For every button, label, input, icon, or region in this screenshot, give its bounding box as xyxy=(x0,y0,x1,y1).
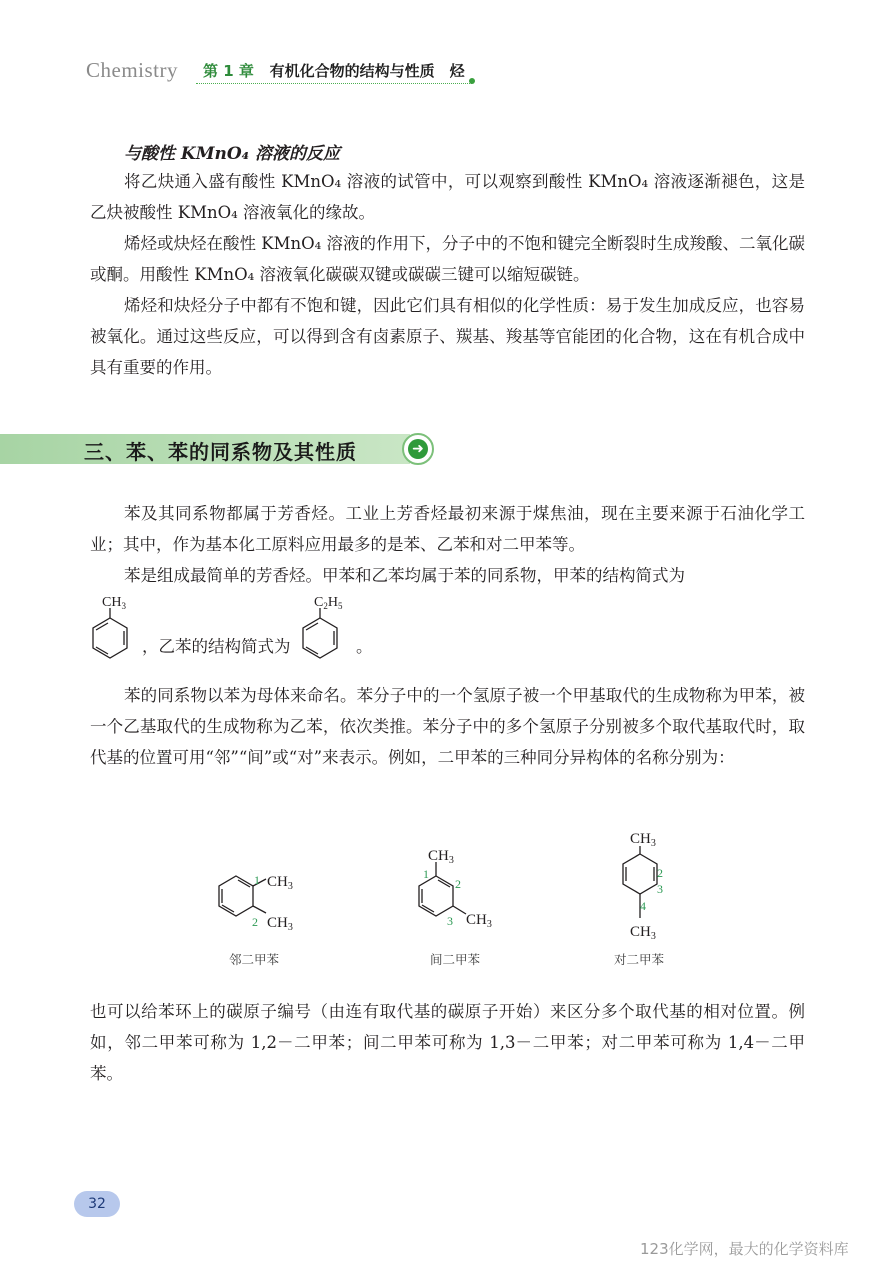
paragraph-properties: 烯烃和炔烃分子中都有不饱和键，因此它们具有相似的化学性质：易于发生加成反应，也容易被氧化。通过这些反应，可以得到含有卤素原子、羰基、羧基等官能团的化合物，这在有机合成中具有重要的作用。 xyxy=(90,296,805,377)
svg-text:CH3: $CH_3$ xyxy=(630,924,656,942)
paragraph-structure: 苯是组成最简单的芳香烃。甲苯和乙苯均属于苯的同系物，甲苯的结构简式为 xyxy=(124,566,685,585)
subheading: 与酸性 KMnO₄ 溶液的反应 xyxy=(124,144,341,164)
inline-period: 。 xyxy=(356,637,373,656)
svg-text:CH3: $CH_3$ xyxy=(466,912,492,930)
ortho-xylene-structure xyxy=(200,860,320,940)
toluene-ch: CH xyxy=(102,595,122,610)
svg-text:1: 1 xyxy=(254,873,260,887)
svg-text:CH3: $CH_3$ xyxy=(630,831,656,849)
chapter-number: 第 1 章 xyxy=(203,62,254,80)
meta-xylene-caption: 间二甲苯 xyxy=(430,952,481,967)
ortho-xylene-caption: 邻二甲苯 xyxy=(229,952,280,967)
ethylbenzene-structure xyxy=(292,592,362,672)
paragraph-numbering: 也可以给苯环上的碳原子编号（由连有取代基的碳原子开始）来区分多个取代基的相对位置。例如，邻二甲苯可称为 1,2－二甲苯；间二甲苯可称为 1,3－二甲苯；对二甲苯可称为 1,4－二甲苯。 xyxy=(90,1002,805,1083)
svg-text:4: 4 xyxy=(640,899,646,913)
inline-ethylbenzene-text: ，乙苯的结构简式为 xyxy=(142,637,291,656)
para-xylene-structure xyxy=(600,822,700,947)
svg-text:3: 3 xyxy=(447,914,453,928)
svg-text:2: 2 xyxy=(252,915,258,929)
chapter-title: 有机化合物的结构与性质 烃 xyxy=(269,62,465,80)
paragraph-aromatic-intro: 苯及其同系物都属于芳香烃。工业上芳香烃最初来源于煤焦油，现在主要来源于石油化学工业；其中，作为基本化工原料应用最多的是苯、乙苯和对二甲苯等。 xyxy=(90,504,805,554)
svg-text:CH3: $CH_3$ xyxy=(428,848,454,866)
svg-text:CH3: $CH_3$ xyxy=(267,874,293,892)
paragraph-naming: 苯的同系物以苯为母体来命名。苯分子中的一个氢原子被一个甲基取代的生成物称为甲苯，被一个乙基取代的生成物称为乙苯，依次类推。苯分子中的多个氢原子分别被多个取代基取代时，取代基的位置可用“邻”“间”或“对”来表示。例如，二甲苯的三种同分异构体的名称分别为： xyxy=(90,686,805,767)
right-arrow-icon: ➜ xyxy=(408,439,428,459)
toluene-sub3: 3 xyxy=(121,601,126,611)
meta-xylene-structure xyxy=(398,840,518,940)
para-xylene-caption: 对二甲苯 xyxy=(614,952,665,967)
page-number: 32 xyxy=(74,1191,120,1217)
svg-text:CH3: $CH_3$ xyxy=(267,915,293,933)
watermark: 123化学网，最大的化学资料库 xyxy=(640,1240,849,1258)
svg-text:1: 1 xyxy=(423,867,429,881)
section-title: 三、苯、苯的同系物及其性质 xyxy=(84,440,357,464)
subject-header: Chemistry xyxy=(86,58,178,82)
svg-text:CH3 xyxy=(102,595,126,611)
section-arrow-button[interactable] xyxy=(402,433,434,465)
svg-text:C2H5: $C_2H_5$ xyxy=(314,595,343,611)
paragraph-alkyne-kmno4: 将乙炔通入盛有酸性 KMnO₄ 溶液的试管中，可以观察到酸性 KMnO₄ 溶液逐渐褪色，这是乙炔被酸性 KMnO₄ 溶液氧化的缘故。 xyxy=(90,172,805,222)
toluene-structure xyxy=(80,592,140,672)
svg-text:3: 3 xyxy=(657,882,663,896)
header-divider xyxy=(196,83,472,84)
chapter-header xyxy=(203,60,465,81)
header-dot-icon xyxy=(469,78,475,84)
svg-text:2: 2 xyxy=(657,866,663,880)
ethyl-c: C xyxy=(314,595,324,610)
paragraph-oxidation: 烯烃或炔烃在酸性 KMnO₄ 溶液的作用下，分子中的不饱和键完全断裂时生成羧酸、二氧化碳或酮。用酸性 KMnO₄ 溶液氧化碳碳双键或碳碳三键可以缩短碳链。 xyxy=(90,234,805,284)
svg-text:2: 2 xyxy=(455,877,461,891)
